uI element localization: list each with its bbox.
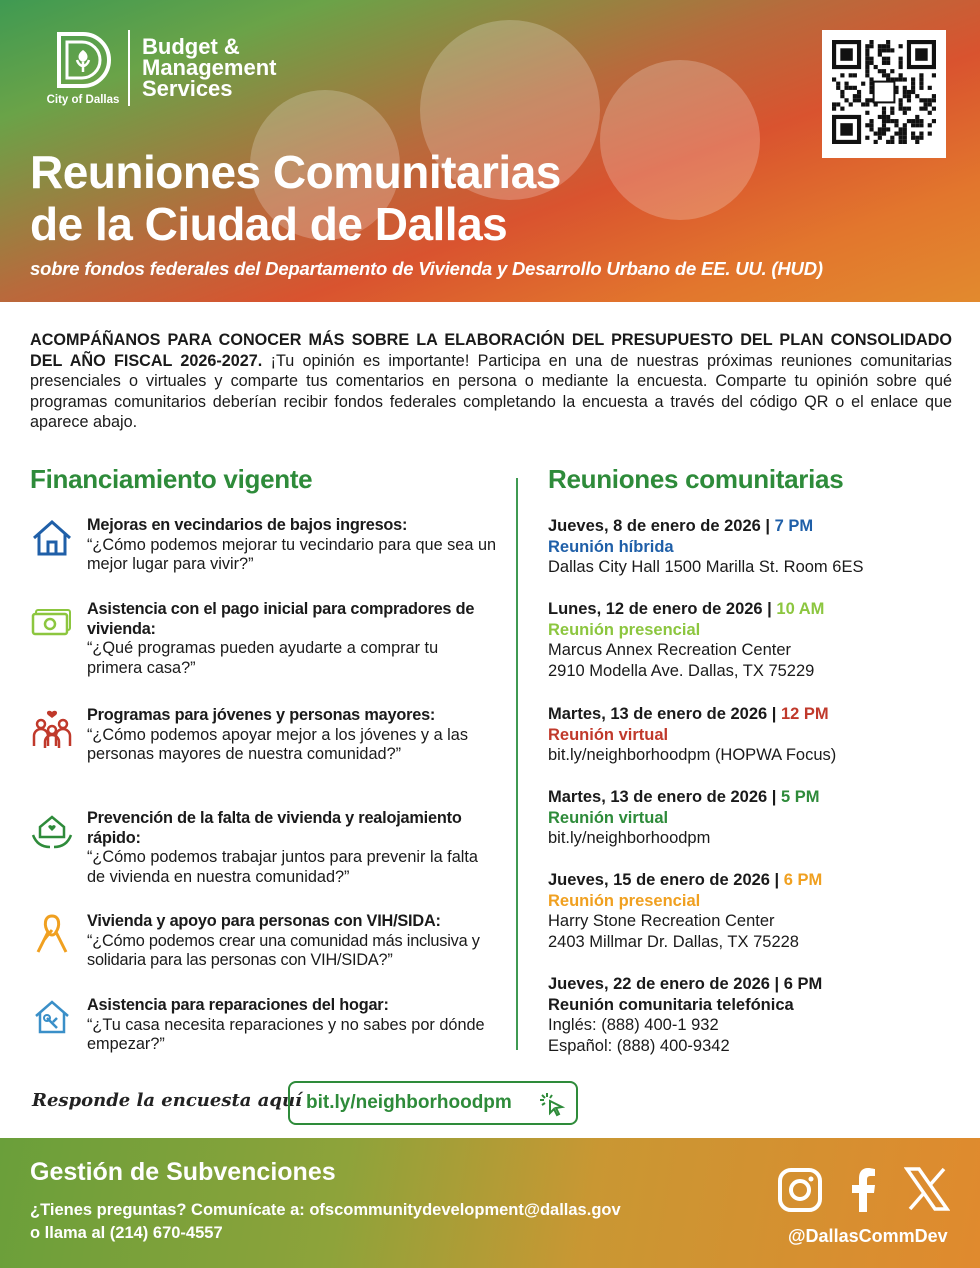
instagram-icon[interactable] bbox=[776, 1166, 824, 1214]
meeting-type: Reunión presencial bbox=[548, 620, 701, 639]
column-divider bbox=[516, 478, 518, 1050]
footer-contact-email[interactable]: ¿Tienes preguntas? Comunícate a: ofscommunitydevelopment@dallas.gov bbox=[30, 1201, 621, 1219]
meeting-date: Martes, 13 de enero de 2026 | 12 PM bbox=[548, 705, 829, 723]
meeting-date: Jueves, 22 de enero de 2026 | 6 PM bbox=[548, 975, 823, 993]
logo-divider bbox=[128, 30, 130, 106]
facebook-icon[interactable] bbox=[846, 1166, 882, 1214]
funding-item bbox=[30, 516, 500, 586]
funding-item-title: Asistencia con el pago inicial para compradores de vivienda: bbox=[87, 600, 475, 638]
meeting-time: 12 PM bbox=[780, 705, 829, 723]
page-subtitle: sobre fondos federales del Departamento de Vivienda y Desarrollo Urbano de EE. UU. (HUD) bbox=[30, 258, 823, 279]
meeting-type: Reunión virtual bbox=[548, 808, 669, 827]
funding-item-quote: “¿Cómo podemos crear una comunidad más inclusiva y solidaria para las personas con VIH/SIDA?” bbox=[87, 931, 480, 969]
survey-link-button[interactable] bbox=[288, 1081, 578, 1125]
footer-contact-phone[interactable]: o llama al (214) 670-4557 bbox=[30, 1224, 223, 1242]
funding-heading: Financiamiento vigente bbox=[30, 464, 313, 494]
meeting-date: Lunes, 12 de enero de 2026 | 10 AM bbox=[548, 600, 825, 618]
meeting-address: 2403 Millmar Dr. Dallas, TX 75228 bbox=[548, 932, 799, 951]
funding-item-quote: “¿Cómo podemos trabajar juntos para prevenir la falta de vivienda en nuestra comunidad?” bbox=[87, 848, 478, 886]
funding-item bbox=[30, 706, 500, 796]
funding-item-quote: “¿Cómo podemos apoyar mejor a los jóvenes y a las personas mayores de nuestra comunidad?” bbox=[87, 725, 468, 763]
meeting-item bbox=[548, 870, 958, 952]
meeting-date: Martes, 13 de enero de 2026 | 5 PM bbox=[548, 788, 820, 806]
survey-label: Responde la encuesta aquí bbox=[32, 1090, 302, 1111]
funding-item-quote: “¿Qué programas pueden ayudarte a comprar tu primera casa?” bbox=[87, 639, 439, 677]
meeting-type: Reunión comunitaria telefónica bbox=[548, 995, 794, 1014]
social-handle: @DallasCommDev bbox=[788, 1226, 948, 1246]
meeting-item bbox=[548, 787, 958, 849]
meeting-time: 5 PM bbox=[780, 788, 820, 806]
meeting-date: Jueves, 15 de enero de 2026 | 6 PM bbox=[548, 871, 823, 889]
funding-item-title: Asistencia para reparaciones del hogar: bbox=[87, 996, 389, 1014]
social-links bbox=[776, 1166, 950, 1214]
funding-item bbox=[30, 912, 500, 982]
meeting-item bbox=[548, 974, 958, 1056]
qr-code-icon bbox=[832, 40, 936, 148]
meeting-item bbox=[548, 516, 958, 578]
meeting-type: Reunión híbrida bbox=[548, 537, 674, 556]
click-cursor-icon bbox=[538, 1091, 566, 1117]
meeting-type: Reunión virtual bbox=[548, 725, 669, 744]
meeting-time: 6 PM bbox=[783, 975, 823, 993]
meeting-time: 10 AM bbox=[776, 600, 825, 618]
meeting-type: Reunión presencial bbox=[548, 891, 701, 910]
funding-item-title: Prevención de la falta de vivienda y realojamiento rápido: bbox=[87, 809, 462, 847]
funding-item bbox=[30, 996, 500, 1066]
meeting-item bbox=[548, 704, 958, 766]
header-banner bbox=[0, 0, 980, 302]
house-icon bbox=[30, 516, 74, 560]
city-logo bbox=[44, 30, 276, 106]
meeting-link[interactable]: bit.ly/neighborhoodpm bbox=[548, 829, 711, 847]
meeting-item bbox=[548, 599, 958, 681]
meeting-time: 6 PM bbox=[783, 871, 823, 889]
ribbon-icon bbox=[30, 912, 74, 956]
funding-item-title: Programas para jóvenes y personas mayores: bbox=[87, 706, 436, 724]
footer bbox=[0, 1138, 980, 1268]
family-icon bbox=[30, 706, 74, 750]
page-title: Reuniones Comunitarias de la Ciudad de Dallas bbox=[30, 146, 561, 250]
money-icon bbox=[30, 600, 74, 644]
qr-code[interactable] bbox=[822, 30, 946, 158]
footer-heading: Gestión de Subvenciones bbox=[30, 1158, 336, 1186]
funding-item-quote: “¿Cómo podemos mejorar tu vecindario para que sea un mejor lugar para vivir?” bbox=[87, 535, 497, 573]
meeting-date: Jueves, 8 de enero de 2026 | 7 PM bbox=[548, 517, 814, 535]
house-repair-icon bbox=[30, 996, 74, 1040]
funding-item-title: Mejoras en vecindarios de bajos ingresos: bbox=[87, 516, 408, 534]
meeting-location: Marcus Annex Recreation Center bbox=[548, 641, 792, 659]
survey-link[interactable]: bit.ly/neighborhoodpm bbox=[306, 1092, 512, 1113]
funding-item bbox=[30, 809, 500, 899]
funding-item-quote: “¿Tu casa necesita reparaciones y no sabes por dónde empezar?” bbox=[87, 1015, 485, 1053]
logo-dept-name: Budget & Management Services bbox=[142, 34, 277, 101]
meeting-time: 7 PM bbox=[774, 517, 814, 535]
meeting-location: Harry Stone Recreation Center bbox=[548, 912, 775, 930]
intro-paragraph: ACOMPÁÑANOS PARA CONOCER MÁS SOBRE LA ELABORACIÓN DEL PRESUPUESTO DEL PLAN CONSOLIDADO DEL AÑO FISCAL 2026-2027. ¡Tu opinión es importante! Participa en una de nuestras próximas reuniones comunitarias presenciales o virtuales y comparte tus comentarios en persona o mediante la encuesta. Comparte tu opinión sobre qué programas comunitarios deberían recibir fondos federales completando la encuesta a través del código QR o el enlace que aparece abajo. bbox=[30, 331, 953, 431]
meeting-phone-en: Inglés: (888) 400-1 932 bbox=[548, 1016, 719, 1034]
hands-house-icon bbox=[30, 809, 74, 853]
x-icon[interactable] bbox=[904, 1166, 950, 1212]
meeting-address: 2910 Modella Ave. Dallas, TX 75229 bbox=[548, 661, 815, 680]
meetings-heading: Reuniones comunitarias bbox=[548, 464, 844, 494]
dallas-logo-icon bbox=[53, 30, 113, 90]
funding-item bbox=[30, 600, 500, 690]
meeting-location: Dallas City Hall 1500 Marilla St. Room 6ES bbox=[548, 558, 864, 576]
logo-city-label: City of Dallas bbox=[46, 94, 120, 106]
funding-item-title: Vivienda y apoyo para personas con VIH/SIDA: bbox=[87, 912, 441, 930]
meeting-phone-es: Español: (888) 400-9342 bbox=[548, 1036, 730, 1055]
meeting-link[interactable]: bit.ly/neighborhoodpm (HOPWA Focus) bbox=[548, 746, 837, 764]
